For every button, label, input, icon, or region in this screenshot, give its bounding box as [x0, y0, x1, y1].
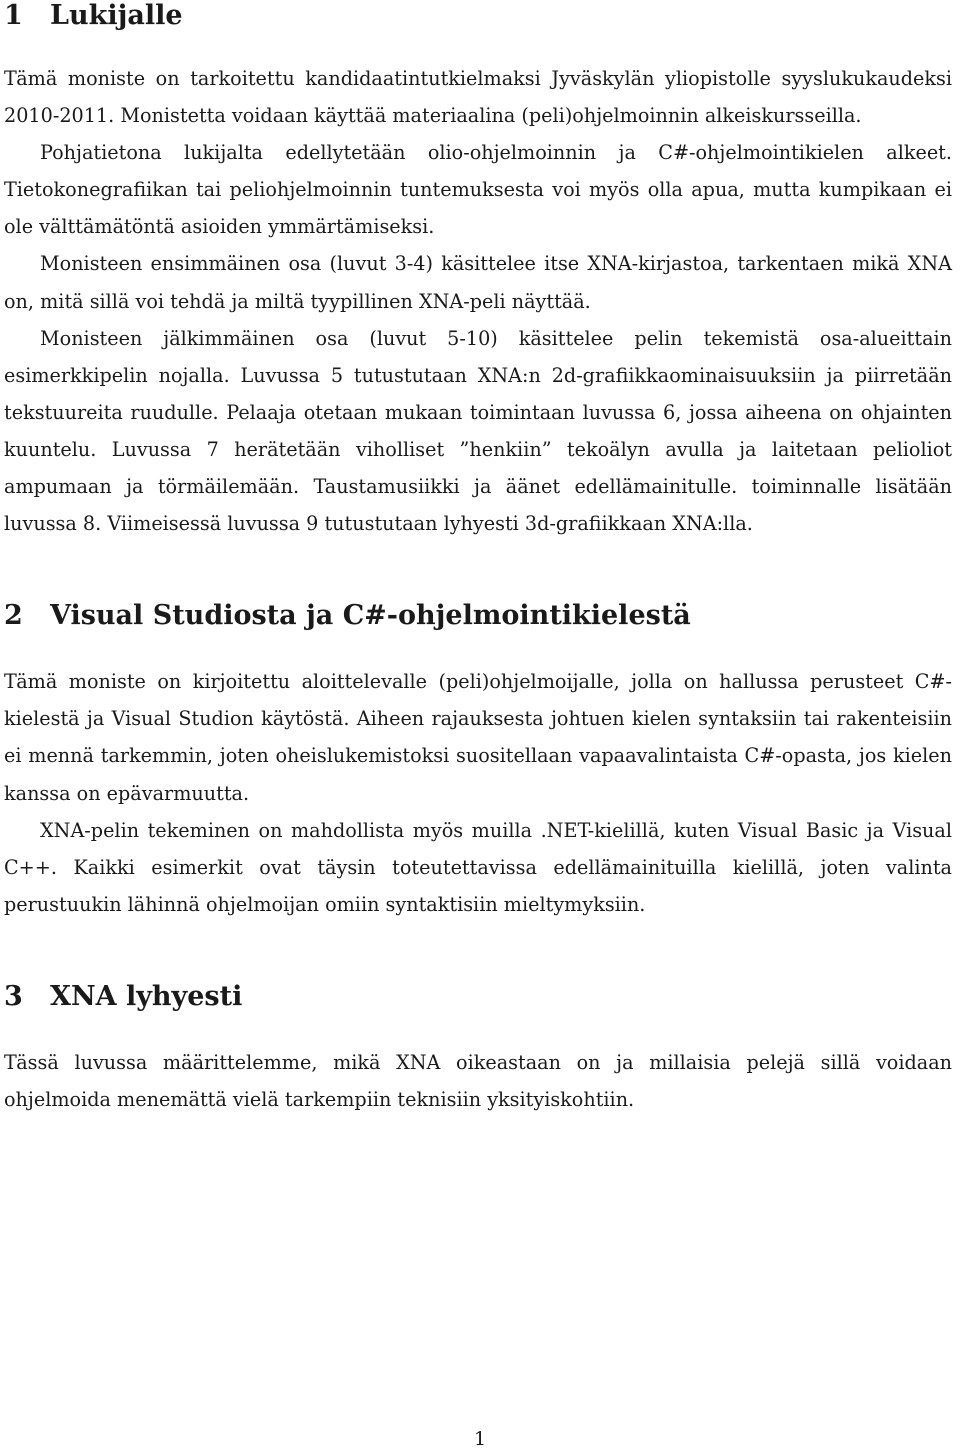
- section-body: [4, 60, 952, 542]
- section-body: [4, 663, 952, 923]
- paragraph: Monisteen ensimmäinen osa (luvut 3-4) käsittelee itse XNA-kirjastoa, tarkentaen mikä XNA on, mitä sillä voi tehdä ja miltä tyypillinen XNA-peli näyttää.: [4, 252, 952, 313]
- section-number: 2: [4, 600, 23, 632]
- section-body: [4, 1044, 952, 1118]
- section-heading: [4, 600, 952, 632]
- paragraph: Tämä moniste on tarkoitettu kandidaatintutkielmaksi Jyväskylän yliopistolle syyslukukaudeksi 2010-2011. Monistetta voidaan käyttää materiaalina (peli)ohjelmoinnin alkeiskursseilla.: [4, 67, 952, 128]
- section-title: XNA lyhyesti: [50, 980, 243, 1012]
- paragraph: Tässä luvussa määrittelemme, mikä XNA oikeastaan on ja millaisia pelejä sillä voidaan ohjelmoida menemättä vielä tarkempiin teknisiin yksityiskohtiin.: [4, 1050, 952, 1111]
- paragraph: Monisteen jälkimmäinen osa (luvut 5-10) käsittelee pelin tekemistä osa-alueittain esimerkkipelin nojalla. Luvussa 5 tutustutaan XNA:n 2d-grafiikkaominaisuuksiin ja piirretään tekstuureita ruudulle. Pelaaja otetaan mukaan toimintaan luvussa 6, jossa aiheena on ohjainten kuuntelu. Luvussa 7 herätetään viholliset ”henkiin” tekoälyn avulla ja laitetaan pelioliot ampumaan ja törmäilemään. Taustamusiikki ja äänet edellämainitulle. toiminnalle lisätään luvussa 8. Viimeisessä luvussa 9 tutustutaan lyhyesti 3d-grafiikkaan XNA:lla.: [4, 326, 952, 536]
- paragraph: Pohjatietona lukijalta edellytetään olio-ohjelmoinnin ja C#-ohjelmointikielen alkeet. Tietokonegrafiikan tai peliohjelmoinnin tuntemuksesta voi myös olla apua, mutta kumpikaan ei ole välttämätöntä asioiden ymmärtämiseksi.: [4, 141, 952, 239]
- section-title: Lukijalle: [50, 0, 183, 31]
- paragraph: Tämä moniste on kirjoitettu aloittelevalle (peli)ohjelmoijalle, jolla on hallussa perusteet C#-kielestä ja Visual Studion käytöstä. Aiheen rajauksesta johtuen kielen syntaksiin tai rakenteisiin ei mennä tarkemmin, joten oheislukemistoksi suositellaan vapaavalintaista C#-opasta, jos kielen kanssa on epävarmuutta.: [4, 670, 952, 805]
- section-lukijalle: [4, 0, 952, 542]
- section-heading: [4, 0, 952, 32]
- section-heading: [4, 981, 952, 1013]
- section-xna-lyhyesti: [4, 981, 952, 1118]
- page-number: 1: [473, 1428, 487, 1450]
- paragraph: XNA-pelin tekeminen on mahdollista myös muilla .NET-kielillä, kuten Visual Basic ja Visual C++. Kaikki esimerkit ovat täysin toteutettavissa edellämainituilla kielillä, joten valinta perustuukin lähinnä ohjelmoijan omiin syntaktisiin mieltymyksiin.: [4, 818, 952, 916]
- section-visual-studio: [4, 600, 952, 923]
- section-number: 1: [4, 0, 23, 31]
- section-title: Visual Studiosta ja C#-ohjelmointikielestä: [50, 600, 691, 632]
- document-page: [4, 0, 952, 1118]
- section-number: 3: [4, 980, 23, 1012]
